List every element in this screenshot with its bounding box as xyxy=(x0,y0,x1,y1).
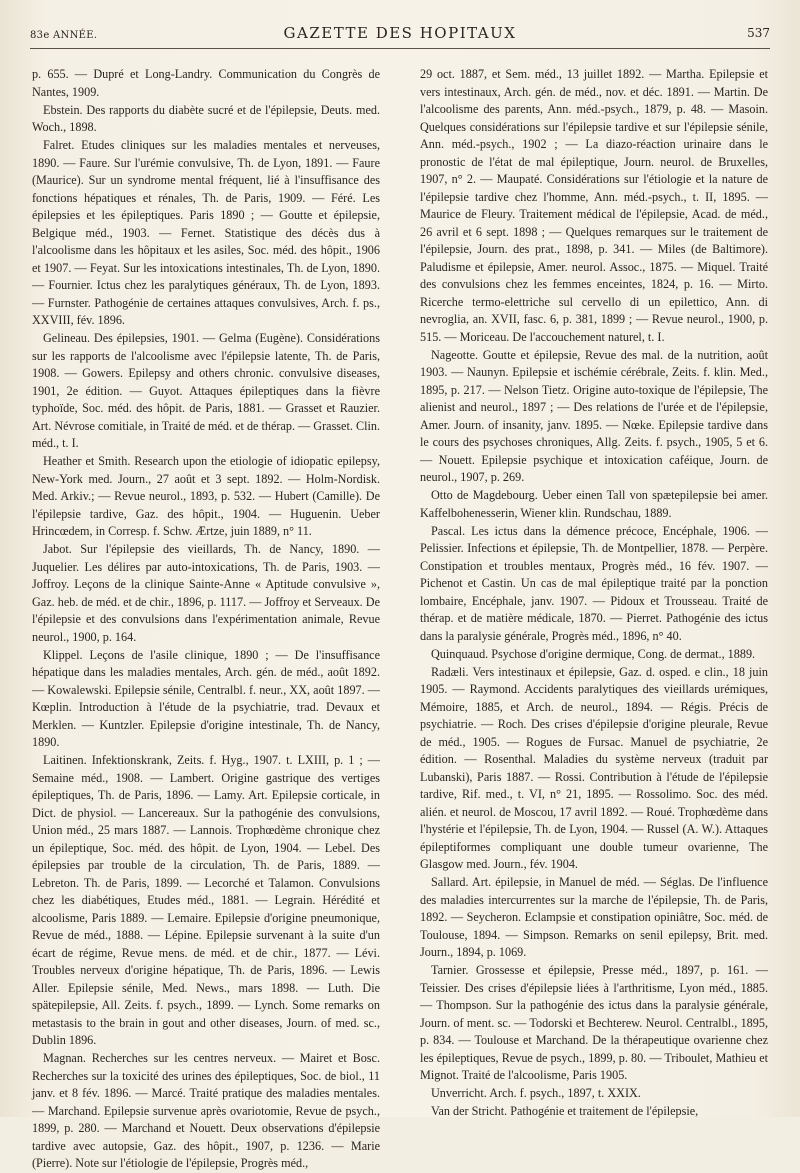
page-header xyxy=(30,22,770,49)
bibliography-entry: Ebstein. Des rapports du diabète sucré et de l'épilepsie, Deuts. med. Woch., 1898. xyxy=(32,102,380,134)
bibliography-entry: Radæli. Vers intestinaux et épilepsie, Gaz. d. osped. e clin., 18 juin 1905. — Raymond. Accidents paralytiques des vieillards urémiques, Mémoire, 1885, et Arch. de neurol., 1894. — Régis. Précis de psychiatrie. — Roch. Des crises d'épilepsie d'origine pleurale, Revue de méd., 1905. — Rogues de Fursac. Manuel de psychiatrie, 2e édition. — Rosenthal. Maladies du système nerveux (traduit par Lubanski), Paris 1887. — Rossi. Contribution à l'étude de l'épilepsie tardive, Rif. med., t. VI, n° 21, 1895. — Rossolimo. Soc. des méd. alién. et neurol. de Moscou, 17 avril 1892. — Roué. Trophœdème dans l'hystérie et l'épilepsie, Th. de Lyon, 1904. — Russel (A. W.). Attaques épileptiformes compliquant une double tumeur ovarienne, The Glasgow med. Journ., fév. 1904. xyxy=(420,664,768,871)
left-column xyxy=(32,66,380,1173)
bibliography-entry: Jabot. Sur l'épilepsie des vieillards, Th. de Nancy, 1890. — Juquelier. Les délires par auto-intoxications, Th. de Paris, 1903. — Joffroy. Leçons de la clinique Sainte-Anne « Aptitude convulsive », Gaz. heb. de méd. et de chir., 1896, p. 1117. — Joffroy et Serveaux. De l'épilepsie et des convulsions dans l'expérimentation animale, Revue neurol., 1900, p. 164. xyxy=(32,542,380,644)
bibliography-entry: Tarnier. Grossesse et épilepsie, Presse méd., 1897, p. 161. — Teissier. Des crises d'épilepsie liées à l'arthritisme, Lyon méd., 1885. — Thompson. Sur la pathogénie des ictus dans la paralysie générale, Journ. of ment. sc. — Todorski et Bechterew. Neurol. Centralbl., 1895, p. 834. — Toulouse et Marchand. De la thérapeutique ovarienne chez les épileptiques, Revue de psych., 1899, p. 80. — Triboulet, Mathieu et Mignot. Traité de l'alcoolisme, Paris 1905. xyxy=(420,963,768,1082)
right-column xyxy=(420,66,768,1121)
volume-label: 83e ANNÉE. xyxy=(30,30,98,41)
bibliography-entry: Van der Stricht. Pathogénie et traitement de l'épilepsie, xyxy=(431,1104,699,1118)
bibliography-entry: Gelineau. Des épilepsies, 1901. — Gelma (Eugène). Considérations sur les rapports de l'alcoolisme avec l'épilepsie latente, Th. de Paris, 1908. — Gowers. Epilepsy and others chronic. convulsive diseases, 1901, 2e édition. — Guyot. Attaques épileptiques dans la fièvre typhoïde, Soc. méd. des hôpit. de Paris, 1881. — Grasset et Rauzier. Art. Névrose comitiale, in Traité de méd. et de thérap. — Grasset. Clin. méd., t. I. xyxy=(32,331,380,450)
bibliography-entry: Quinquaud. Psychose d'origine dermique, Cong. de dermat., 1889. xyxy=(431,646,756,661)
page-number: 537 xyxy=(747,26,770,40)
bibliography-entry: Heather et Smith. Research upon the etiologie of idiopatic epilepsy, New-York med. Journ., 27 août et 3 sept. 1892. — Holm-Nordisk. Med. Arkiv.; — Revue neurol., 1893, p. 532. — Hubert (Camille). De l'épilepsie tardive, Gaz. des hôpit., 1904. — Huguenin. Ueber Hrincœdem, in Corresp. f. Schw. Ærtze, juin 1889, n° 11. xyxy=(32,454,380,538)
journal-title: GAZETTE DES HOPITAUX xyxy=(283,24,517,42)
bibliography-entry: Magnan. Recherches sur les centres nerveux. — Mairet et Bosc. Recherches sur la toxicité des urines des épileptiques, Soc. de biol., 11 janv. et 8 fév. 1896. — Marcé. Traité pratique des maladies mentales. — Marchand. Epilepsie survenue après ovariotomie, Revue de psych., 1899, p. 280. — Marchand et Nouett. Deux observations d'épilepsie tardive avec autopsie, Gaz. des hôpit., 1907, p. 1236. — Marie (Pierre). Note sur l'étiologie de l'épilepsie, Progrès méd., xyxy=(32,1051,380,1170)
bibliography-entry: Nageotte. Goutte et épilepsie, Revue des mal. de la nutrition, août 1903. — Naunyn. Epilepsie et ischémie cérébrale, Zeits. f. klin. Med., 1895, p. 217. — Nelson Tietz. Origine auto-toxique de l'épilepsie, The alienist and neurol., 1897 ; — Des relations de l'urée et de l'épilepsie, Amer. Journ. of insanity, janv. 1895. — Nœke. Epilepsie tardive dans le cours des psychoses chroniques, Allg. Zeits. f. psych., 1905, 5 et 6. — Nouett. Epilepsie psychique et intoxication caféique, Journ. de neurol., 1907, p. 269. xyxy=(420,347,768,484)
bibliography-entry: Klippel. Leçons de l'asile clinique, 1890 ; — De l'insuffisance hépatique dans les maladies mentales, Arch. gén. de méd., août 1892. — Kowalewski. Epilepsie sénile, Centralbl. f. neur., XX, août 1897. — Kœplin. Introduction à l'étude de la psychiatrie, trad. Devaux et Merklen. — Kuntzler. Epilepsie d'origine intestinale, Th. de Nancy, 1890. xyxy=(32,647,380,749)
bibliography-entry: Otto de Magdebourg. Ueber einen Tall von spætepilepsie bei amer. Kaffelbohenesserin, Wiener klin. Rundschau, 1889. xyxy=(420,488,768,520)
bibliography-entry: Unverricht. Arch. f. psych., 1897, t. XXIX. xyxy=(431,1086,641,1100)
bibliography-entry: Pascal. Les ictus dans la démence précoce, Encéphale, 1906. — Pelissier. Infections et épilepsie, Th. de Montpellier, 1878. — Perpère. Constipation et troubles mentaux, Progrès méd., 16 fév. 1907. — Pichenot et Castin. Un cas de mal épileptique traité par la ponction lombaire, Encéphale, janv. 1907. — Pidoux et Trousseau. Traité de thérap. et de matière médicale, 1870. — Pierret. Pathogénie des ictus dans la paralysie générale, Progrès méd., 1896, n° 40. xyxy=(420,523,768,643)
bibliography-entry: Falret. Etudes cliniques sur les maladies mentales et nerveuses, 1890. — Faure. Sur l'urémie convulsive, Th. de Lyon, 1891. — Faure (Maurice). Sur un syndrome mental fréquent, lié à l'insuffisance des fonctions hépatiques et rénales, Th. de Paris, 1909. — Féré. Les épilepsies et les épileptiques. Paris 1890 ; — Goutte et épilepsie, Belgique méd., 1903. — Fernet. Statistique des décès dus à l'alcoolisme dans les hôpitaux et les asiles, Soc. méd. des hôpit., 1906 et 1907. — Feyat. Sur les intoxications intestinales, Th. de Lyon, 1890. — Fournier. Ictus chez les paralytiques généraux, Th. de Lyon, 1893. — Furnster. Pathogénie de certaines attaques convulsives, Arch. f. ps., XXVIII, fév. 1896. xyxy=(32,138,380,327)
bibliography-entry: Laitinen. Infektionskrank, Zeits. f. Hyg., 1907. t. LXIII, p. 1 ; — Semaine méd., 1908. — Lambert. Origine gastrique des vertiges épileptiques, Th. de Paris, 1896. — Lamy. Art. Epilepsie corticale, in Dict. de physiol. — Lancereaux. Sur la pathogénie des convulsions, Union méd., 25 mars 1887. — Lannois. Trophœdème chronique chez un épileptique, Soc. méd. des hôpit. de Lyon, 1904. — Lebel. Des épilepsies par trouble de la circulation, Th. de Paris, 1889. — Lebreton. Th. de Paris, 1899. — Lecorché et Talamon. Convulsions chez les diabétiques, Etudes méd., 1881. — Legrain. Hérédité et alcoolisme, Paris 1889. — Lemaire. Epilepsie d'origine pneumonique, Revue de méd., 1888. — Lépine. Epilepsie survenant à la suite d'un écart de régime, Revue mens. de méd. et de chir., 1877. — Lévi. Troubles nerveux d'origine hépatique, Th. de Paris, 1896. — Lewis Aller. Epilepsie sénile, Med. News., mars 1898. — Luth. Die spätepilepsie, All. Zeits. f. psych., 1899. — Lynch. Some remarks on metastasis to the brain in gout and other diseases, Journ. of med. sc., Dublin 1896. xyxy=(32,753,380,1047)
bibliography-entry: p. 655. — Dupré et Long-Landry. Communication du Congrès de Nantes, 1909. xyxy=(32,67,380,99)
bibliography-entry: Sallard. Art. épilepsie, in Manuel de méd. — Séglas. De l'influence des maladies intercurrentes sur la marche de l'épilepsie, Th. de Paris, 1892. — Seycheron. Eclampsie et constipation opiniâtre, Soc. méd. de Toulouse, 1894. — Simpson. Remarks on senil epilepsy, Brit. med. Journ., 1894, p. 1069. xyxy=(420,875,768,959)
bibliography-entry: 29 oct. 1887, et Sem. méd., 13 juillet 1892. — Martha. Epilepsie et vers intestinaux, Arch. gén. de méd., nov. et déc. 1891. — Martin. De l'alcoolisme des parents, Ann. méd.-psych., 1879, p. 48. — Masoin. Quelques considérations sur l'épilepsie tardive et sur l'épilepsie sénile, Ann. méd.-psych., 1902 ; — La diazo-réaction urinaire dans le pronostic de l'état de mal épileptique, Journ. neurol. de Bruxelles, 1907, n° 2. — Maupaté. Considérations sur l'étiologie et la nature de l'épilepsie tardive chez l'homme, Ann. méd.-psych., t. II, 1895. — Maurice de Fleury. Traitement médical de l'épilepsie, Acad. de méd., 26 avril et 6 sept. 1898 ; — Quelques remarques sur le traitement de l'épilepsie, Journ. des prat., 1898, p. 341. — Miles (de Baltimore). Paludisme et épilepsie, Amer. neurol. Assoc., 1875. — Miquel. Traité des convulsions chez les femmes enceintes, 1824, p. 16. — Mirto. Ricerche termo-elettriche sul cervello di un epilettico, Ann. di nevroglia, an. XVII, fasc. 6, p. 381, 1899 ; — Revue neurol., 1900, p. 515. — Moriceau. De l'accouchement naturel, t. I. xyxy=(420,67,768,344)
